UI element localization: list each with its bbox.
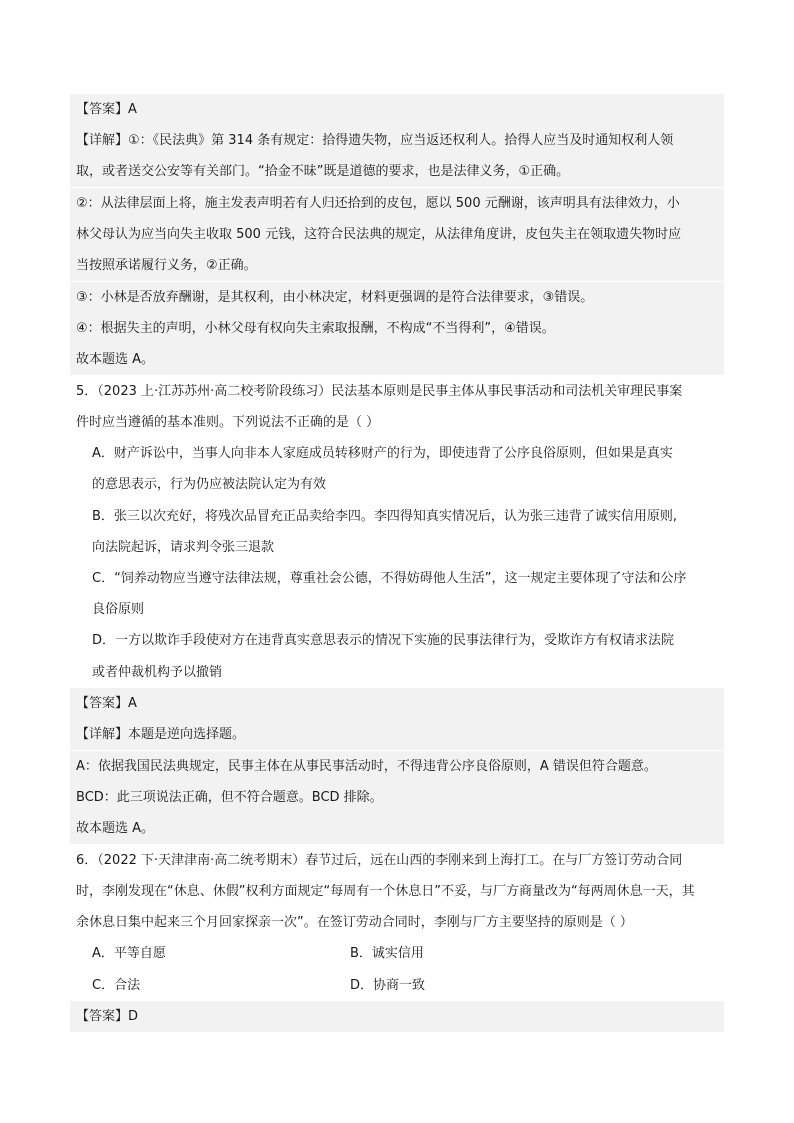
q4-answer: 【答案】A [70,94,724,125]
q4-point2-line3: 当按照承诺履行义务，②正确。 [70,250,724,281]
q5-stem-line1: 5．（2023 上·江苏苏州·高二校考阶段练习）民法基本原则是民事主体从事民事活动和司法机关审理民事案 [76,384,683,399]
q6-option-d: D．协商一致 [350,978,426,993]
q5-option-d-line2: 或者仲裁机构予以撤销 [92,665,223,680]
q4-point4: ④：根据失主的声明，小林父母有权向失主索取报酬，不构成“不当得利”，④错误。 [70,313,724,344]
q6-stem-line3: 余休息日集中起来三个月回家探亲一次”。在签订劳动合同时，李刚与厂方主要坚持的原则是（ ） [76,915,633,930]
q6-answer: 【答案】D [70,1001,724,1032]
q4-detail-line1: 【详解】①：《民法典》第 314 条有规定：拾得遗失物，应当返还权利人。拾得人应当及时通知权利人领 [70,125,724,156]
q4-point3: ③：小林是否放弃酬谢，是其权利，由小林决定，材料更强调的是符合法律要求，③错误。 [70,282,724,313]
q5-point-a: A：依据我国民法典规定，民事主体在从事民事活动时，不得违背公序良俗原则，A 错误但符合题意。 [70,751,724,782]
q6-stem-line1: 6．（2022 下·天津津南·高二统考期末）春节过后，远在山西的李刚来到上海打工。在与厂方签订劳动合同 [76,853,683,868]
q6-stem-line2: 时，李刚发现在“休息、休假”权利方面规定“每周有一个休息日”不妥，与厂方商量改为“每两周休息一天，其 [76,884,695,899]
q5-detail: 【详解】本题是逆向选择题。 [70,719,724,750]
q5-option-a-line2: 的意思表示，行为仍应被法院认定为有效 [92,477,327,492]
q6-option-c: C．合法 [92,978,141,993]
q4-point2-line1: ②：从法律层面上将，施主发表声明若有人归还拾到的皮包，愿以 500 元酬谢，该声明具有法律效力，小 [70,188,724,219]
q4-detail-line2: 取，或者送交公安等有关部门。“拾金不昧”既是道德的要求，也是法律义务，①正确。 [70,156,724,187]
q4-point2-line2: 林父母认为应当向失主收取 500 元钱，这符合民法典的规定，从法律角度讲，皮包失主在领取遗失物时应 [70,219,724,250]
q4-conclusion: 故本题选 A。 [70,344,724,375]
q6-option-b: B．诚实信用 [350,946,424,961]
q6-option-a: A．平等自愿 [92,946,166,961]
q5-option-b-line1: B．张三以次充好，将残次品冒充正品卖给李四。李四得知真实情况后，认为张三违背了诚实信用原则, [92,509,678,524]
q5-option-b-line2: 向法院起诉，请求判令张三退款 [92,540,275,555]
q5-option-a-line1: A．财产诉讼中，当事人向非本人家庭成员转移财产的行为，即使违背了公序良俗原则，但如果是真实 [92,446,673,461]
q5-option-c-line1: C．“饲养动物应当遵守法律法规，尊重社会公德，不得妨碍他人生活”，这一规定主要体现了守法和公序 [92,571,687,586]
q5-answer: 【答案】A [70,688,724,719]
q5-stem-line2: 件时应当遵循的基本准则。下列说法不正确的是（ ） [76,415,380,430]
q5-conclusion: 故本题选 A。 [70,813,724,844]
q5-option-d-line1: D．一方以欺诈手段使对方在违背真实意思表示的情况下实施的民事法律行为，受欺诈方有权请求法院 [92,633,675,648]
q5-point-bcd: BCD：此三项说法正确，但不符合题意。BCD 排除。 [70,782,724,813]
q5-option-c-line2: 良俗原则 [92,602,145,617]
